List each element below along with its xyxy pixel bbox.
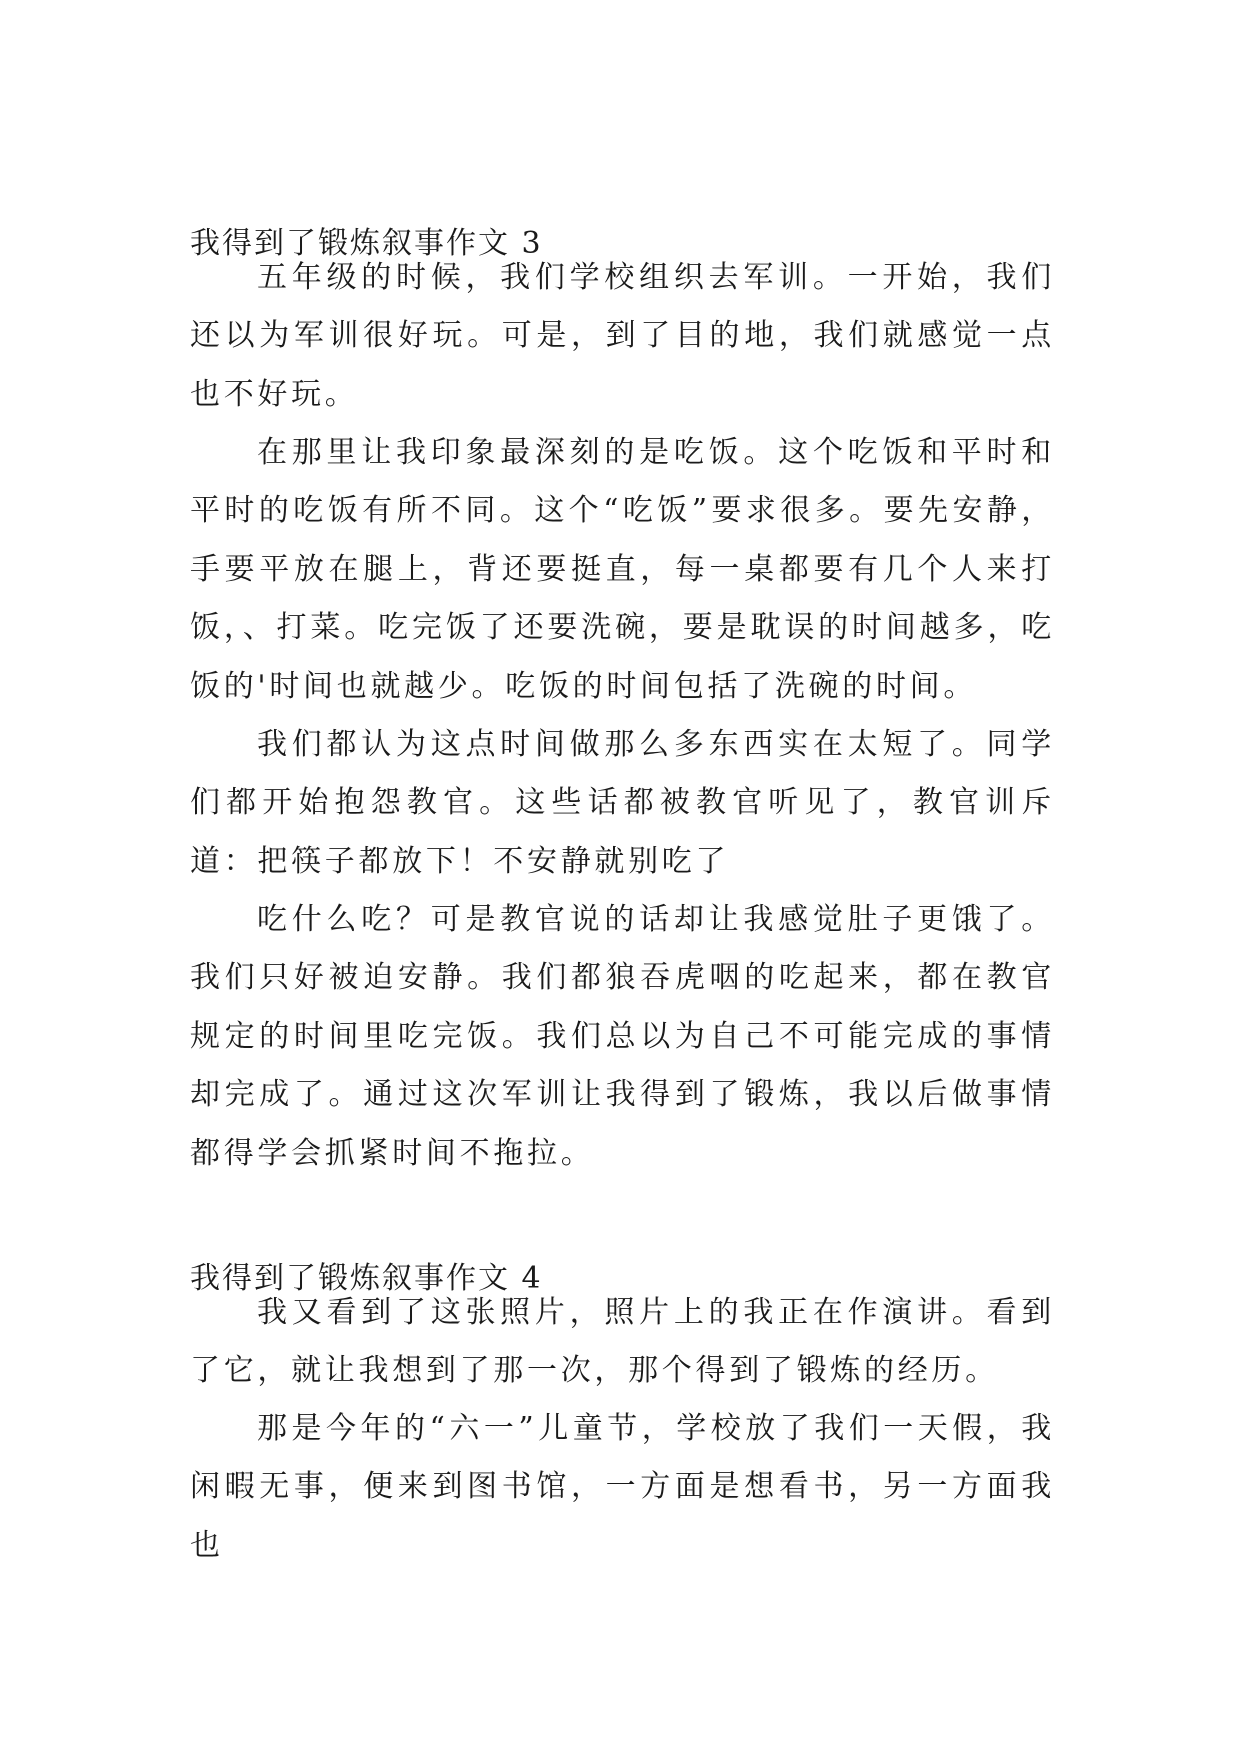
paragraph: 我又看到了这张照片，照片上的我正在作演讲。看到了它，就让我想到了那一次，那个得到了锻炼的经历。 (190, 1295, 1055, 1389)
section-title-4: 我得到了锻炼叙事作文 4 (190, 1261, 543, 1296)
paragraph: 在那里让我印象最深刻的是吃饭。这个吃饭和平时和平时的吃饭有所不同。这个“吃饭”要求很多。要先安静，手要平放在腿上，背还要挺直，每一桌都要有几个人来打饭，、打菜。吃完饭了还要洗碗，要是耽误的时间越多，吃饭的'时间也就越少。吃饭的时间包括了洗碗的时间。 (190, 435, 1055, 704)
paragraph: 吃什么吃？可是教官说的话却让我感觉肚子更饿了。我们只好被迫安静。我们都狼吞虎咽的吃起来，都在教官规定的时间里吃完饭。我们总以为自己不可能完成的事情却完成了。通过这次军训让我得到了锻炼，我以后做事情都得学会抓紧时间不拖拉。 (190, 902, 1055, 1171)
paragraph: 那是今年的“六一”儿童节，学校放了我们一天假，我闲暇无事，便来到图书馆，一方面是想看书，另一方面我也 (190, 1411, 1055, 1563)
paragraph: 我们都认为这点时间做那么多东西实在太短了。同学们都开始抱怨教官。这些话都被教官听见了，教官训斥道：把筷子都放下！不安静就别吃了 (190, 727, 1055, 879)
paragraph: 五年级的时候，我们学校组织去军训。一开始，我们还以为军训很好玩。可是，到了目的地，我们就感觉一点也不好玩。 (190, 260, 1055, 412)
section-title-3: 我得到了锻炼叙事作文 3 (190, 226, 543, 261)
